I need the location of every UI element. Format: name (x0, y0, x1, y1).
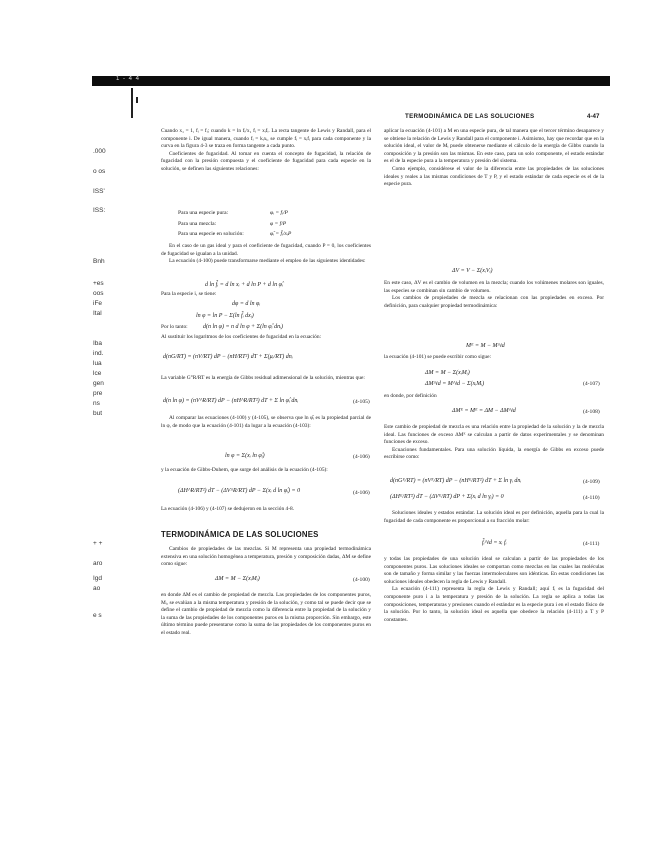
margin-note: gen (93, 380, 104, 387)
margin-note: Ital (93, 310, 102, 317)
equation-number: (4-106) (353, 490, 370, 496)
equation: ΔM = M − Σ(xᵢMᵢ) (215, 576, 260, 582)
equation-number: (4-110) (583, 495, 600, 501)
margin-note: lua (93, 360, 102, 367)
equation: f̂ᵢ^id = xᵢ fᵢ (482, 540, 507, 546)
equation: ln φ = Σ(xᵢ ln φ̂ᵢ) (225, 453, 265, 459)
margin-note: lce (93, 370, 102, 377)
margin-note: ISS' (93, 188, 105, 195)
margin-note: pre (93, 390, 103, 397)
equation: d(nGᴱ/RT) = (nVᴱ/RT) dP − (nHᴱ/RT²) dT + Σ ln γᵢ dnᵢ (390, 478, 522, 484)
definition-row (178, 231, 368, 242)
paragraph: la ecuación (4-101) se puede escribir como sigue: (384, 354, 492, 360)
margin-note: iFe (93, 300, 103, 307)
equation-number: (4-108) (583, 409, 600, 415)
paragraph: La ecuación (4-111) representa la regla de Lewis y Randall; aquí fᵢ es la fugacidad del componente puro i a la temperatura y presión de la solución. La regla se aplica a todas las composiciones, temperaturas y presiones cuando el estándar es la especie pura i en el estado físico de la solución. Por lo tanto, la solución ideal es aquella que obedece la relación (4-111) a T y P constantes. (384, 586, 604, 623)
right-column-text (384, 424, 604, 462)
margin-note: e s (93, 612, 102, 619)
equation: ΔV = V − Σ(xᵢVᵢ) (452, 268, 493, 274)
margin-note: o os (93, 168, 106, 175)
paragraph: Coeficientes de fugacidad. Al tomar en cuenta el concepto de fugacidad, la relación de fugacidad con la presión compuesta y el coeficiente de fugacidad para cada especie en la solución, se definen las siguientes relaciones: (161, 150, 371, 172)
right-column-text (384, 354, 604, 362)
paragraph: En el caso de un gas ideal y para el coeficiente de fugacidad, cuando P = 0, los coeficientes de fugacidad se igualan a la unidad. (161, 243, 371, 257)
margin-note: Iba (93, 340, 103, 347)
paragraph: aplicar la ecuación (4-101) a M en una especie pura, de tal manera que el tercer término desaparece y se obtiene la relación de Lewis y Randall para el componente i. Asimismo, hay que recordar que en la solución ideal, el valor de Mᵢ puede obtenerse mediante el cálculo de la energía de Gibbs cuando la composición y la presión son las mismas. En este caso, para un solo componente, el estado estándar es el de la especie pura a la temperatura y presión del sistema. (384, 128, 604, 165)
margin-note: but (93, 410, 103, 417)
paragraph: Soluciones ideales y estados estándar. La solución ideal es por definición, aquella para la cual la fugacidad de cada componente es proporcional a su fracción molar: (384, 510, 604, 524)
section-heading: TERMODINÁMICA DE LAS SOLUCIONES (161, 530, 319, 539)
paragraph: Cambios de propiedades de las mezclas. Si M representa una propiedad termodinámica extensiva en una solución homogénea a temperatura, presión y composición dadas, ΔM se define como sigue: (161, 546, 371, 568)
equation: d(n ln φ) = (nV^R/RT) dP − (nH^R/RT²) dT + Σ ln φ̂ᵢ dnᵢ (163, 398, 299, 404)
equation: (ΔHᴱ/RT²) dT − (ΔVᴱ/RT) dP + Σ(xᵢ d ln γᵢ) = 0 (390, 494, 504, 500)
page-title: TERMODINÁMICA DE LAS SOLUCIONES (405, 113, 535, 120)
definition-row (178, 221, 368, 232)
paragraph: Para la especie i, se tiene: (161, 291, 217, 297)
equation: d(n ln φ) = n d ln φ + Σ(ln φ̂ᵢ dnᵢ) (203, 324, 284, 330)
equation: ΔMᴱ = Mᴱ = ΔM − ΔM^id (452, 408, 516, 414)
margin-note: aro (93, 560, 103, 567)
paragraph: Al sustituir los logaritmos de los coeficientes de fugacidad en la ecuación: (161, 334, 322, 340)
paragraph: En este caso, ΔV es el cambio de volumen en la mezcla; cuando los volúmenes molares son iguales, las especies se combinan sin cambio de volumen. (384, 280, 604, 294)
paragraph: La ecuación (4-100) puede transformarse mediante el empleo de las siguientes identidades: (169, 258, 366, 265)
section-body (161, 592, 371, 638)
running-head-bar (92, 76, 610, 86)
definition-list (178, 210, 368, 242)
paragraph: en donde, por definición (384, 393, 437, 399)
margin-note: ns (93, 400, 100, 407)
paragraph: Como ejemplo, considérese el valor de la diferencia entre las propiedades de las soluciones ideales y reales a las mismas condiciones de T y P, y el estado estándar de cada especie es el de la especie pura. (384, 165, 604, 188)
margin-note: + + (93, 540, 103, 547)
paragraph: La ecuación (4-106) y (4-107) se dedujeron en la sección 4-8. (161, 506, 295, 512)
equation-number: (4-106) (353, 454, 370, 460)
margin-note: +es (93, 280, 104, 287)
equation: ln φ = ln P − Σ(ln f̂ᵢ dxᵢ) (196, 313, 254, 319)
margin-note: Bnh (93, 258, 105, 265)
left-column-text (161, 291, 371, 299)
equation: dφ = d ln φᵢ (232, 301, 261, 307)
equation: ΔM = M − Σ(xᵢMᵢ) (425, 370, 470, 376)
paragraph: y la ecuación de Gibbs-Duhem, que surge del análisis de la ecuación (4-105): (161, 467, 328, 473)
section-intro (161, 546, 371, 569)
equation: d(nG/RT) = (nV/RT) dP − (nH/RT²) dT + Σ(μᵢ/RT) dnᵢ (163, 354, 293, 360)
right-column-mid (384, 280, 604, 310)
definition-label: Para una especie pura: (178, 210, 229, 216)
definition-row (178, 210, 368, 221)
paragraph: La variable G°R/RT es la energía de Gibbs residual adimensional de la solución, mientras que: (161, 375, 365, 381)
margin-note: ao (93, 585, 101, 592)
paragraph: Por lo tanto: (161, 324, 188, 330)
margin-note: Igd (93, 575, 103, 582)
paragraph: Al comparar las ecuaciones (4-100) y (4-105), se observa que ln φ̂ᵢ es la propiedad parcial de ln φ, de modo que la ecuación (4-101) da lugar a la ecuación (4-103): (161, 415, 371, 429)
left-column-text (161, 506, 371, 514)
left-column-text (161, 467, 371, 475)
equation-number: (4-105) (353, 399, 370, 405)
equation: ΔM^id = M^id − Σ(xᵢMᵢ) (425, 381, 485, 387)
right-column-text (384, 393, 604, 401)
equation-number: (4-109) (583, 479, 600, 485)
right-column-top (384, 128, 604, 189)
left-column-text (161, 334, 371, 342)
paragraph: en donde ΔM es el cambio de propiedad de mezcla. Las propiedades de los componentes puros, Mᵢ, se evalúan a la misma temperatura y presión de la solución, y como tal se puede decir que se define el cambio de propiedad de mezcla como la diferencia entre la propiedad de la solución y la suma de las propiedades de los componentes puros en la misma proporción. Sin embargo, este último término puede presentarse como la suma de las propiedades de los componentes puros en el estado real. (161, 592, 371, 636)
margin-note: .000 (93, 148, 106, 155)
equation: d ln f̂ᵢ = d ln xᵢ + d ln P + d ln φ̂ᵢ (205, 282, 283, 288)
left-rule (131, 88, 133, 118)
paragraph: Ecuaciones fundamentales. Para una solución líquida, la energía de Gibbs en exceso puede escribirse como: (384, 446, 604, 461)
left-rule-short (136, 97, 138, 103)
definition-expr: φ = f/P (270, 220, 287, 227)
paragraph: Cuando x₁ = 1, fᵢ = fᵢ; cuando k = ln fᵢ/x₁ fᵢ = xᵢfᵢ. La recta tangente de Lewis y Randall, para el componente i. De igual manera, cuando fᵢ = kᵢxᵢ, se cumple fᵢ = xᵢfᵢ para cada componente y la curva en la figura 4-3 se traza en forma tangente a cada punto. (161, 128, 371, 150)
paragraph: Este cambio de propiedad de mezcla es una relación entre la propiedad de la solución y la de mezcla ideal. Las funciones de exceso ΔMᴱ se calculan a partir de datos experimentales y se denominan funciones de exceso. (384, 424, 604, 446)
equation: Mᴱ = M − M^id (466, 343, 505, 349)
definition-expr: φ̂ᵢ = f̂ᵢ/xᵢP (270, 231, 292, 237)
paragraph: Los cambios de propiedades de mezcla se relacionan con las propiedades en exceso. Por definición, para cualquier propiedad termodinámica: (384, 295, 604, 309)
left-column-text (161, 375, 371, 383)
margin-note: oos (93, 290, 104, 297)
margin-note: ind. (93, 350, 104, 357)
equation-number: (4-111) (583, 541, 600, 547)
left-column-text (161, 415, 371, 430)
left-column-mid (161, 243, 371, 266)
definition-expr: φᵢ = fᵢ/P (270, 210, 288, 216)
page-number: 4-47 (587, 113, 600, 120)
left-column-top (161, 128, 371, 174)
running-head-text: 1 - 4 4 (116, 76, 141, 82)
left-column-text (161, 324, 201, 332)
definition-label: Para una mezcla: (178, 220, 217, 227)
right-column-text (384, 510, 604, 525)
equation: (ΔH^R/RT²) dT − (ΔV^R/RT) dP − Σ(xᵢ d ln φ̂ᵢ) = 0 (178, 488, 301, 494)
definition-label: Para una especie en solución: (178, 231, 244, 237)
right-column-bottom (384, 556, 604, 624)
paragraph: y todas las propiedades de una solución ideal se calculan a partir de las propiedades de los componentes puros. Las soluciones ideales se comportan como mezclas en las cuales las moléculas son de tamaño y forma similar y las fuerzas intermoleculares son idénticas. En estas condiciones las soluciones ideales obedecen la regla de Lewis y Randall. (384, 556, 604, 585)
margin-note: ISS: (93, 207, 106, 214)
equation-number: (4-107) (583, 381, 600, 387)
equation-number: (4-100) (353, 577, 370, 583)
